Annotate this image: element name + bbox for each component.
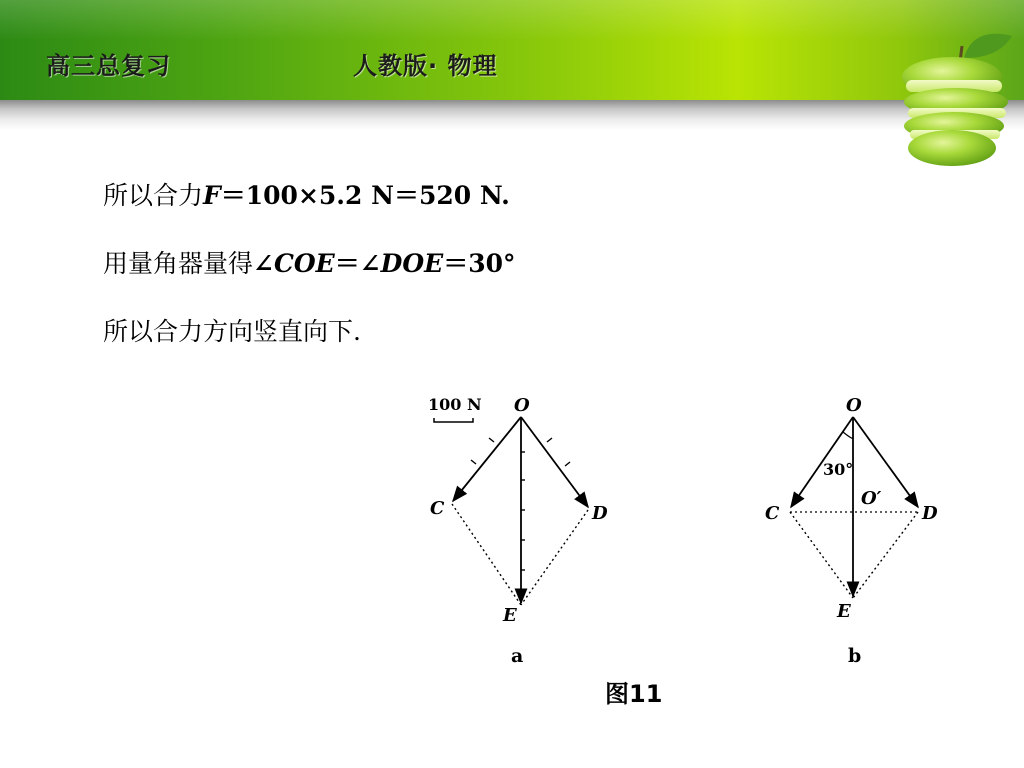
figure-a [428, 395, 608, 667]
caption-a: a [511, 645, 524, 667]
angle-doe: ∠DOE [359, 249, 444, 278]
line1-text: 所以合力 [103, 181, 204, 210]
caption-b: b [848, 645, 862, 667]
scale-bar [434, 418, 473, 422]
label-b-oprime: O′ [861, 488, 882, 509]
force-variable: F [203, 181, 221, 210]
vector-od-a [521, 417, 588, 507]
header-shine [0, 0, 1024, 40]
label-b-c: C [765, 503, 780, 524]
header-bar [0, 0, 1024, 100]
dotted-de-a [521, 510, 588, 605]
course-title: 高三总复习 [46, 52, 171, 80]
angle-arc [843, 432, 853, 438]
vector-oc-a [453, 417, 521, 501]
leaf-icon [964, 34, 1012, 58]
label-a-d: D [592, 503, 608, 524]
angle-line [103, 248, 515, 280]
header-shadow [0, 100, 1024, 130]
textbook-title: 人教版· 物理 [353, 52, 498, 80]
label-b-e: E [837, 601, 851, 622]
line2-text: 用量角器量得 [103, 249, 254, 278]
resultant-force-line [103, 180, 510, 212]
figure-title: 图11 [605, 680, 663, 708]
label-b-angle: 30° [823, 460, 854, 479]
dotted-ce-a [452, 504, 521, 605]
label-b-d: D [922, 503, 938, 524]
label-a-o: O [514, 395, 530, 416]
label-b-o: O [846, 395, 862, 416]
force-equation: ＝100×5.2 N＝520 N. [220, 181, 510, 210]
label-a-c: C [430, 498, 445, 519]
scale-label: 100 N [428, 395, 482, 414]
apple-logo [890, 22, 1024, 172]
dotted-ce-b [790, 512, 853, 598]
figure-b [765, 395, 938, 667]
dotted-de-b [853, 512, 918, 598]
equals-sign: ＝ [334, 249, 360, 278]
angle-coe: ∠COE [253, 249, 335, 278]
force-diagram [400, 380, 1000, 680]
direction-line: 所以合力方向竖直向下. [103, 317, 361, 346]
angle-value: ＝30° [443, 249, 516, 278]
label-a-e: E [503, 605, 517, 626]
